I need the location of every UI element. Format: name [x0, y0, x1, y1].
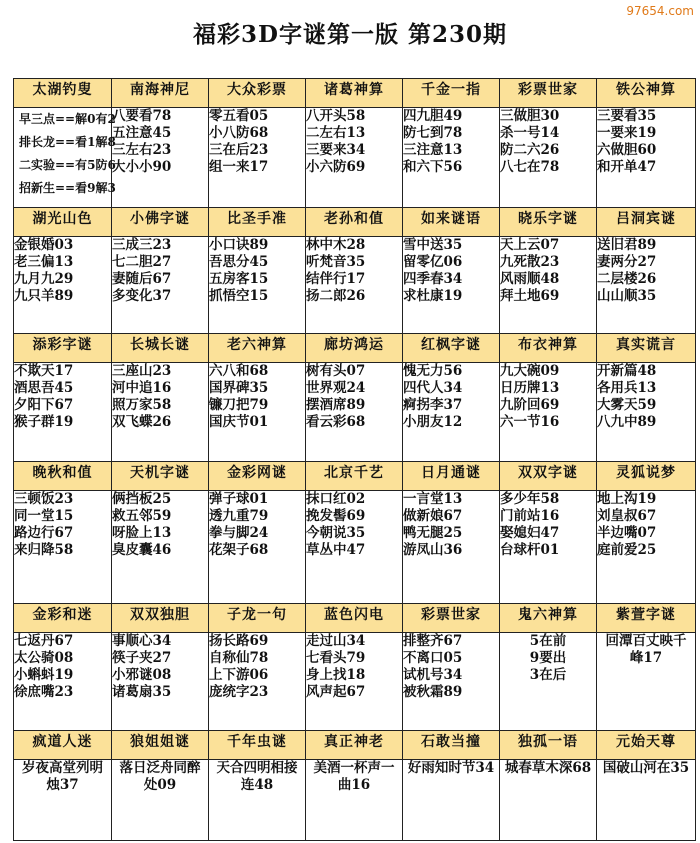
- riddle-line: 零五看05: [209, 108, 269, 124]
- riddle-cell: [597, 108, 696, 208]
- riddle-line: 弹子球01: [209, 491, 269, 507]
- column-title: 鬼六神算: [500, 604, 597, 633]
- content-row: [14, 633, 696, 731]
- riddle-line: 拜土地69: [500, 288, 560, 304]
- column-title: 添彩字谜: [14, 334, 112, 363]
- riddle-line: 三要看35: [597, 108, 657, 124]
- riddle-cell: [403, 237, 500, 334]
- column-title: 大众彩票: [209, 79, 306, 108]
- riddle-line: 天合四明相接连48: [216, 760, 298, 793]
- column-title: 晚秋和值: [14, 462, 112, 491]
- riddle-line: 雪中送35: [403, 237, 463, 253]
- column-title: 真正神老: [306, 731, 403, 760]
- riddle-grid: [13, 78, 696, 841]
- riddle-line: 5在前: [529, 633, 567, 649]
- column-title: 千金一指: [403, 79, 500, 108]
- riddle-line: 拳与脚24: [209, 525, 269, 541]
- column-title: 紫萱字谜: [597, 604, 696, 633]
- header-row: [14, 79, 696, 108]
- riddle-line: 小六防69: [306, 159, 366, 175]
- riddle-line: 听梵音35: [306, 254, 366, 270]
- riddle-line: 风雨顺48: [500, 271, 560, 287]
- riddle-line: 九阶回69: [500, 397, 560, 413]
- column-title: 布衣神算: [500, 334, 597, 363]
- riddle-line: 游凤山36: [403, 542, 463, 558]
- riddle-line: 树有头07: [306, 363, 366, 379]
- riddle-line: 徐庶嘴23: [14, 684, 74, 700]
- column-title: 彩票世家: [500, 79, 597, 108]
- column-title: 长城长谜: [112, 334, 209, 363]
- riddle-line: 防二六26: [500, 142, 560, 158]
- column-title: 南海神尼: [112, 79, 209, 108]
- riddle-line: 刘皇叔67: [597, 508, 657, 524]
- site-watermark: 97654.com: [626, 4, 694, 18]
- riddle-cell: [14, 108, 116, 208]
- riddle-cell: [14, 633, 112, 731]
- riddle-cell: [306, 363, 403, 462]
- riddle-line: 透九重79: [209, 508, 269, 524]
- riddle-line: 九只羊89: [14, 288, 74, 304]
- riddle-line: 杀一号14: [500, 125, 560, 141]
- riddle-cell: [403, 760, 500, 841]
- riddle-line: 草丛中47: [306, 542, 366, 558]
- riddle-line: 太公骑08: [14, 650, 74, 666]
- riddle-cell: [500, 108, 597, 208]
- riddle-cell: [597, 760, 696, 841]
- riddle-line: 结伴行17: [306, 271, 366, 287]
- riddle-line: 留零亿06: [403, 254, 463, 270]
- riddle-line: 排长龙==看1解8: [19, 135, 116, 149]
- riddle-line: 来归降58: [14, 542, 74, 558]
- riddle-line: 照万家58: [112, 397, 172, 413]
- column-title: 日月通谜: [403, 462, 500, 491]
- riddle-cell: [403, 363, 500, 462]
- riddle-line: 回潭百丈映千峰17: [605, 633, 687, 666]
- riddle-line: 一要来19: [597, 125, 657, 141]
- riddle-cell: [597, 633, 696, 731]
- riddle-line: 门前站16: [500, 508, 560, 524]
- riddle-line: 不离口05: [403, 650, 463, 666]
- column-title: 天机字谜: [112, 462, 209, 491]
- riddle-cell: [112, 363, 209, 462]
- riddle-cell: [112, 108, 209, 208]
- riddle-line: 四代人34: [403, 380, 463, 396]
- riddle-line: 上下游06: [209, 667, 269, 683]
- riddle-line: 三注意13: [403, 142, 463, 158]
- riddle-line: 七二胆27: [112, 254, 172, 270]
- riddle-line: 猴子群19: [14, 414, 74, 430]
- riddle-cell: [500, 760, 597, 841]
- riddle-line: 三顿饭23: [14, 491, 74, 507]
- column-title: 老六神算: [209, 334, 306, 363]
- riddle-line: 扬二郎26: [306, 288, 366, 304]
- riddle-line: 夕阳下67: [14, 397, 74, 413]
- riddle-cell: [209, 237, 306, 334]
- column-title: 金彩网谜: [209, 462, 306, 491]
- riddle-line: 三座山23: [112, 363, 172, 379]
- riddle-line: 各用兵13: [597, 380, 657, 396]
- riddle-cell: [306, 760, 403, 841]
- riddle-cell: [500, 491, 597, 604]
- riddle-line: 六八和68: [209, 363, 269, 379]
- riddle-line: 同一堂15: [14, 508, 74, 524]
- riddle-cell: [500, 363, 597, 462]
- column-title: 真实谎言: [597, 334, 696, 363]
- column-title: 蓝色闪电: [306, 604, 403, 633]
- header-row: [14, 208, 696, 237]
- riddle-line: 小八防68: [209, 125, 269, 141]
- riddle-line: 金银婚03: [14, 237, 74, 253]
- riddle-line: 9要出: [529, 650, 567, 666]
- riddle-line: 半边嘴07: [597, 525, 657, 541]
- column-title: 千年虫谜: [209, 731, 306, 760]
- riddle-line: 俩挡板25: [112, 491, 172, 507]
- riddle-line: 小蝌蚪19: [14, 667, 74, 683]
- riddle-line: 3在后: [529, 667, 567, 683]
- riddle-line: 河中追16: [112, 380, 172, 396]
- riddle-line: 愧无力56: [403, 363, 463, 379]
- content-row: [14, 491, 696, 604]
- column-title: 吕洞宾谜: [597, 208, 696, 237]
- column-title: 独孤一语: [500, 731, 597, 760]
- riddle-line: 筷子夹27: [112, 650, 172, 666]
- riddle-line: 五注意45: [112, 125, 172, 141]
- riddle-line: 风声起67: [306, 684, 366, 700]
- riddle-line: 抓悟空15: [209, 288, 269, 304]
- riddle-cell: [209, 363, 306, 462]
- riddle-line: 八七在78: [500, 159, 560, 175]
- riddle-line: 国破山河在35: [602, 760, 690, 776]
- riddle-line: 台球杆01: [500, 542, 560, 558]
- riddle-line: 三左右23: [112, 142, 172, 158]
- riddle-line: 事顺心34: [112, 633, 172, 649]
- riddle-line: 和六下56: [403, 159, 463, 175]
- riddle-line: 鸭无腿25: [403, 525, 463, 541]
- riddle-line: 今朝说35: [306, 525, 366, 541]
- riddle-cell: [306, 491, 403, 604]
- column-title: 比圣手准: [209, 208, 306, 237]
- riddle-line: 五房客15: [209, 271, 269, 287]
- riddle-line: 八要看78: [112, 108, 172, 124]
- riddle-line: 早三点==解0有2: [19, 112, 116, 126]
- riddle-line: 小邪谜08: [112, 667, 172, 683]
- riddle-line: 挽发髻69: [306, 508, 366, 524]
- riddle-line: 九月九29: [14, 271, 74, 287]
- column-title: 廊坊鸿运: [306, 334, 403, 363]
- riddle-line: 老三偏13: [14, 254, 74, 270]
- riddle-line: 小朋友12: [403, 414, 463, 430]
- riddle-line: 和开单47: [597, 159, 657, 175]
- riddle-line: 山山顺35: [597, 288, 657, 304]
- column-title: 元始天尊: [597, 731, 696, 760]
- column-title: 疯道人迷: [14, 731, 112, 760]
- riddle-cell: [14, 491, 112, 604]
- column-title: 太湖钓叟: [14, 79, 112, 108]
- riddle-cell: [597, 491, 696, 604]
- riddle-line: 身上找18: [306, 667, 366, 683]
- riddle-line: 自称仙78: [209, 650, 269, 666]
- column-title: 灵狐说梦: [597, 462, 696, 491]
- riddle-line: 二实验==有5防6: [19, 158, 116, 172]
- riddle-line: 世界观24: [306, 380, 366, 396]
- riddle-line: 日历牌13: [500, 380, 560, 396]
- riddle-line: 多变化37: [112, 288, 172, 304]
- content-row: [14, 363, 696, 462]
- riddle-line: 六一节16: [500, 414, 560, 430]
- riddle-line: 一言堂13: [403, 491, 463, 507]
- riddle-cell: [14, 760, 112, 841]
- riddle-line: 防七到78: [403, 125, 463, 141]
- riddle-line: 四九胆49: [403, 108, 463, 124]
- riddle-cell: [403, 108, 500, 208]
- column-title: 金彩和迷: [14, 604, 112, 633]
- riddle-cell: [597, 363, 696, 462]
- riddle-cell: [112, 491, 209, 604]
- riddle-cell: [597, 237, 696, 334]
- riddle-line: 双飞蝶26: [112, 414, 172, 430]
- riddle-line: 路边行67: [14, 525, 74, 541]
- content-row: [14, 760, 696, 841]
- riddle-line: 七返丹67: [14, 633, 74, 649]
- riddle-cell: [306, 237, 403, 334]
- content-row: [14, 237, 696, 334]
- column-title: 红枫字谜: [403, 334, 500, 363]
- riddle-line: 做新娘67: [403, 508, 463, 524]
- column-title: 狼姐姐谜: [112, 731, 209, 760]
- riddle-line: 开新篇48: [597, 363, 657, 379]
- riddle-cell: [112, 633, 209, 731]
- riddle-line: 岁夜高堂列明烛37: [22, 760, 103, 793]
- header-row: [14, 462, 696, 491]
- riddle-cell: [209, 491, 306, 604]
- riddle-cell: [403, 633, 500, 731]
- column-title: 诸葛神算: [306, 79, 403, 108]
- column-title: 湖光山色: [14, 208, 112, 237]
- riddle-line: 国界碑35: [209, 380, 269, 396]
- riddle-line: 送旧君89: [597, 237, 657, 253]
- riddle-cell: [306, 633, 403, 731]
- riddle-cell: [306, 108, 403, 208]
- riddle-line: 三在后23: [209, 142, 269, 158]
- riddle-line: 二层楼26: [597, 271, 657, 287]
- column-title: 双双字谜: [500, 462, 597, 491]
- riddle-line: 八九中89: [597, 414, 657, 430]
- riddle-line: 九大碗09: [500, 363, 560, 379]
- page-title: 福彩3D字谜第一版 第230期: [193, 21, 507, 48]
- riddle-line: 被秋霜89: [403, 684, 463, 700]
- riddle-line: 妻随后67: [112, 271, 172, 287]
- riddle-line: 三要来34: [306, 142, 366, 158]
- riddle-line: 六做胆60: [597, 142, 657, 158]
- riddle-line: 镰刀把79: [209, 397, 269, 413]
- riddle-line: 走过山34: [306, 633, 366, 649]
- riddle-cell: [112, 237, 209, 334]
- riddle-line: 美酒一杯声一曲16: [313, 760, 395, 793]
- riddle-line: 排整齐67: [403, 633, 463, 649]
- riddle-line: 痾拐李37: [403, 397, 463, 413]
- riddle-line: 组一来17: [209, 159, 269, 175]
- riddle-line: 七看头79: [306, 650, 366, 666]
- riddle-line: 抹口红02: [306, 491, 366, 507]
- riddle-line: 呀脸上13: [112, 525, 172, 541]
- riddle-line: 扬长路69: [209, 633, 269, 649]
- riddle-line: 多少年58: [500, 491, 560, 507]
- riddle-line: 娶媳妇47: [500, 525, 560, 541]
- riddle-cell: [112, 760, 209, 841]
- column-title: 彩票世家: [403, 604, 500, 633]
- riddle-line: 酒思吾45: [14, 380, 74, 396]
- header-row: [14, 731, 696, 760]
- riddle-cell: [500, 633, 597, 731]
- column-title: 如来谜语: [403, 208, 500, 237]
- riddle-line: 八开头58: [306, 108, 366, 124]
- riddle-line: 林中木28: [306, 237, 366, 253]
- riddle-line: 城春草木深68: [504, 760, 592, 776]
- riddle-line: 三成三23: [112, 237, 172, 253]
- riddle-line: 花架子68: [209, 542, 269, 558]
- riddle-cell: [209, 108, 306, 208]
- column-title: 小佛字谜: [112, 208, 209, 237]
- riddle-line: 大小小90: [112, 159, 172, 175]
- riddle-cell: [209, 760, 306, 841]
- column-title: 老孙和值: [306, 208, 403, 237]
- riddle-line: 求杜康19: [403, 288, 463, 304]
- riddle-line: 诸葛扇35: [112, 684, 172, 700]
- riddle-cell: [14, 363, 112, 462]
- riddle-cell: [500, 237, 597, 334]
- riddle-line: 庭前爱25: [597, 542, 657, 558]
- column-title: 晓乐字谜: [500, 208, 597, 237]
- column-title: 北京千艺: [306, 462, 403, 491]
- riddle-line: 臭皮囊46: [112, 542, 172, 558]
- riddle-line: 地上沟19: [597, 491, 657, 507]
- header-row: [14, 334, 696, 363]
- riddle-line: 摆酒席89: [306, 397, 366, 413]
- riddle-line: 二左右13: [306, 125, 366, 141]
- riddle-cell: [14, 237, 112, 334]
- riddle-line: 试机号34: [403, 667, 463, 683]
- riddle-line: 大雾天59: [597, 397, 657, 413]
- riddle-cell: [209, 633, 306, 731]
- column-title: 石敢当撞: [403, 731, 500, 760]
- column-title: 子龙一句: [209, 604, 306, 633]
- riddle-line: 庞统字23: [209, 684, 269, 700]
- riddle-line: 天上云07: [500, 237, 560, 253]
- riddle-line: 三做胆30: [500, 108, 560, 124]
- riddle-line: 小口诀89: [209, 237, 269, 253]
- riddle-cell: [403, 491, 500, 604]
- content-row: [14, 108, 696, 208]
- riddle-line: 四季春34: [403, 271, 463, 287]
- column-title: 铁公神算: [597, 79, 696, 108]
- riddle-line: 落日泛舟同醉处09: [119, 760, 201, 793]
- riddle-line: 不欺天17: [14, 363, 74, 379]
- riddle-line: 看云彩68: [306, 414, 366, 430]
- riddle-line: 国庆节01: [209, 414, 269, 430]
- riddle-line: 妻两分27: [597, 254, 657, 270]
- riddle-line: 救五邻59: [112, 508, 172, 524]
- riddle-line: 九死散23: [500, 254, 560, 270]
- riddle-line: 招新生==看9解3: [19, 181, 116, 195]
- riddle-line: 吾思分45: [209, 254, 269, 270]
- riddle-line: 好雨知时节34: [407, 760, 495, 776]
- header-row: [14, 604, 696, 633]
- column-title: 双双独胆: [112, 604, 209, 633]
